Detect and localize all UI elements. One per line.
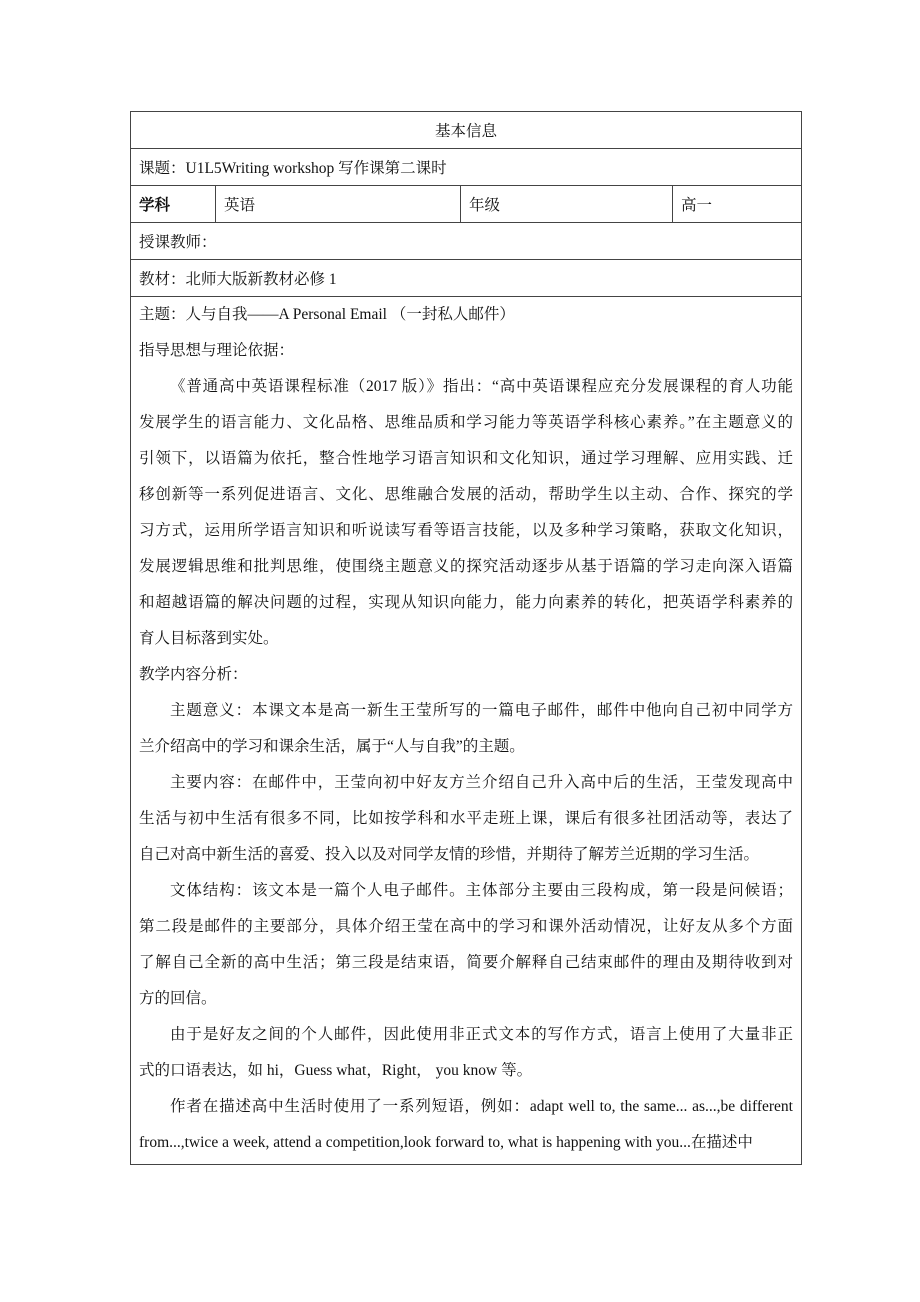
- paragraph-line: 主题：人与自我——A Personal Email （一封私人邮件）: [139, 306, 515, 323]
- lesson-info-table: [130, 111, 802, 1165]
- paragraph-line: 自己对高中新生活的喜爱、投入以及对同学友情的珍惜，并期待了解芳兰近期的学习生活。: [139, 846, 760, 863]
- subject-label: 学科: [131, 186, 216, 223]
- grade-label: 年级: [461, 186, 673, 223]
- paragraph-line: 了解自己全新的高中生活；第三段是结束语，简要介解释自己结束邮件的理由及期待收到对: [139, 954, 793, 971]
- paragraph-line: 文体结构：该文本是一篇个人电子邮件。主体部分主要由三段构成，第一段是问候语；: [170, 882, 793, 899]
- paragraph-line: 主要内容：在邮件中，王莹向初中好友方兰介绍自己升入高中后的生活，王莹发现高中: [170, 774, 793, 791]
- paragraph-line: 引领下，以语篇为依托，整合性地学习语言知识和文化知识，通过学习理解、应用实践、迁: [139, 450, 793, 467]
- content-cell: [131, 297, 802, 1165]
- grade-value: 高一: [673, 186, 802, 223]
- paragraph-line: 和超越语篇的解决问题的过程，实现从知识向能力，能力向素养的转化，把英语学科素养的: [139, 594, 793, 611]
- textbook-field: 教材：北师大版新教材必修 1: [131, 260, 802, 297]
- paragraph-line: 第二段是邮件的主要部分，具体介绍王莹在高中的学习和课外活动情况，让好友从多个方面: [139, 918, 793, 935]
- paragraph-line: 发展逻辑思维和批判思维，使围绕主题意义的探究活动逐步从基于语篇的学习走向深入语篇: [139, 558, 793, 575]
- paragraph-line: 教学内容分析：: [139, 666, 248, 683]
- paragraph-line: 由于是好友之间的个人邮件，因此使用非正式文本的写作方式，语言上使用了大量非正: [170, 1026, 793, 1043]
- paragraph-line: from...,twice a week, attend a competition,look forward to, what is happening with you...在描述中: [139, 1134, 753, 1151]
- table-header: 基本信息: [131, 112, 802, 149]
- content-body: [139, 297, 793, 1161]
- paragraph-line: 育人目标落到实处。: [139, 630, 279, 647]
- paragraph-line: 发展学生的语言能力、文化品格、思维品质和学习能力等英语学科核心素养。”在主题意义的: [139, 414, 793, 431]
- paragraph-line: 式的口语表达，如 hi，Guess what，Right， you know 等。: [139, 1062, 533, 1079]
- teacher-field: 授课教师：: [131, 223, 802, 260]
- paragraph-line: 移创新等一系列促进语言、文化、思维融合发展的活动，帮助学生以主动、合作、探究的学: [139, 486, 793, 503]
- lesson-topic: 课题：U1L5Writing workshop 写作课第二课时: [131, 149, 802, 186]
- paragraph-line: 指导思想与理论依据：: [139, 342, 295, 359]
- paragraph-line: 《普通高中英语课程标准（2017 版）》指出：“高中英语课程应充分发展课程的育人功能: [170, 378, 793, 395]
- paragraph-line: 习方式，运用所学语言知识和听说读写看等语言技能，以及多种学习策略，获取文化知识，: [139, 522, 793, 539]
- paragraph-line: 生活与初中生活有很多不同，比如按学科和水平走班上课，课后有很多社团活动等，表达了: [139, 810, 793, 827]
- paragraph-line: 主题意义：本课文本是高一新生王莹所写的一篇电子邮件，邮件中他向自己初中同学方: [170, 702, 793, 719]
- subject-value: 英语: [216, 186, 461, 223]
- paragraph-line: 兰介绍高中的学习和课余生活，属于“人与自我”的主题。: [139, 738, 525, 755]
- paragraph-line: 方的回信。: [139, 990, 217, 1007]
- paragraph-line: 作者在描述高中生活时使用了一系列短语，例如：adapt well to, the same... as...,be different: [170, 1098, 793, 1115]
